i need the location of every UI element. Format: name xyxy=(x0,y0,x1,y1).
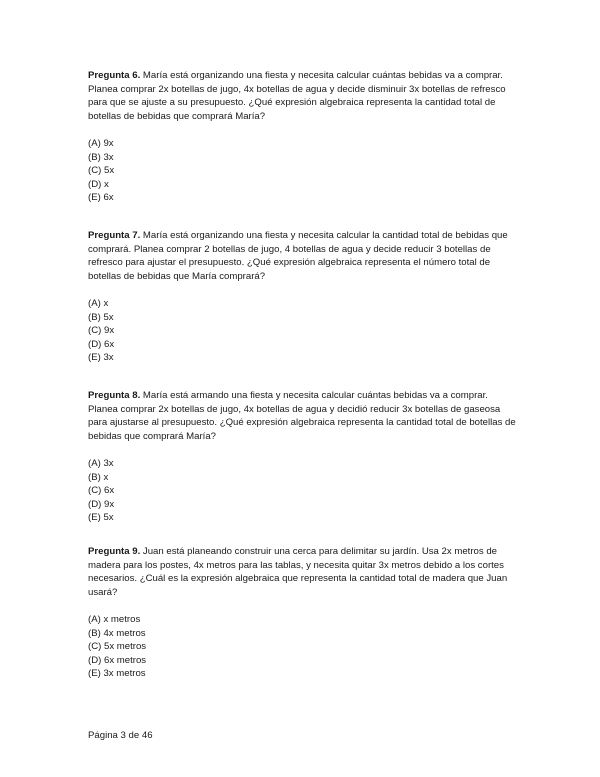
question-7-label: Pregunta 7. xyxy=(88,230,141,241)
option-e: (E) 5x xyxy=(88,512,114,524)
option-a: (A) x xyxy=(88,297,109,309)
option-e: (E) 3x xyxy=(88,352,114,364)
question-6-options xyxy=(88,137,518,205)
question-8 xyxy=(88,389,518,525)
option-a: (A) x metros xyxy=(88,613,141,625)
question-8-prompt xyxy=(88,389,518,443)
question-8-label: Pregunta 8. xyxy=(88,390,141,401)
question-6-label: Pregunta 6. xyxy=(88,70,141,81)
question-7-text: María está organizando una fiesta y necesita calcular la cantidad total de bebidas que comprará. Planea comprar 2 botellas de jugo, 4 botellas de agua y decide reducir 3 botellas de refresco para ajustar el presupuesto. ¿Qué expresión algebraica representa el número total de botellas de bebidas que María comprará? xyxy=(88,230,508,282)
question-6-text: María está organizando una fiesta y necesita calcular cuántas bebidas va a comprar. Planea comprar 2x botellas de jugo, 4x botellas de agua y decide disminuir 3x botellas de refresco para que se ajuste a su presupuesto. ¿Qué expresión algebraica representa la cantidad total de botellas de bebidas que comprará María? xyxy=(88,70,506,122)
option-c: (C) 5x xyxy=(88,165,115,177)
option-b: (B) 3x xyxy=(88,151,114,163)
question-7-options xyxy=(88,297,518,365)
question-8-text: María está armando una fiesta y necesita calcular cuántas bebidas va a comprar. Planea comprar 2x botellas de jugo, 4x botellas de agua y decidió reducir 3x botellas de gaseosa para ajustarse al presupuesto. ¿Qué expresión algebraica representa la cantidad total de botellas de bebidas que comprará María? xyxy=(88,390,516,442)
question-9-text: Juan está planeando construir una cerca para delimitar su jardín. Usa 2x metros de madera para los postes, 4x metros para las tablas, y necesita quitar 3x metros debido a los cortes necesarios. ¿Cuál es la expresión algebraica que representa la cantidad total de madera que Juan usará? xyxy=(88,546,508,598)
option-d: (D) 6x xyxy=(88,338,115,350)
question-9-options xyxy=(88,613,518,681)
question-9-label: Pregunta 9. xyxy=(88,546,141,557)
option-a: (A) 3x xyxy=(88,457,114,469)
question-8-options xyxy=(88,457,518,525)
option-c: (C) 6x xyxy=(88,485,115,497)
option-c: (C) 5x metros xyxy=(88,641,147,653)
option-e: (E) 3x metros xyxy=(88,668,146,680)
option-b: (B) x xyxy=(88,471,109,483)
question-7-prompt xyxy=(88,229,518,283)
option-a: (A) 9x xyxy=(88,137,114,149)
option-d: (D) 9x xyxy=(88,498,115,510)
page-number-footer: Página 3 de 46 xyxy=(88,730,153,741)
question-6 xyxy=(88,69,518,205)
question-9 xyxy=(88,545,518,681)
option-b: (B) 4x metros xyxy=(88,627,146,639)
option-d: (D) x xyxy=(88,178,109,190)
question-9-prompt xyxy=(88,545,518,599)
option-c: (C) 9x xyxy=(88,325,115,337)
option-d: (D) 6x metros xyxy=(88,654,147,666)
question-7 xyxy=(88,229,518,365)
option-b: (B) 5x xyxy=(88,311,114,323)
option-e: (E) 6x xyxy=(88,192,114,204)
question-6-prompt xyxy=(88,69,518,123)
